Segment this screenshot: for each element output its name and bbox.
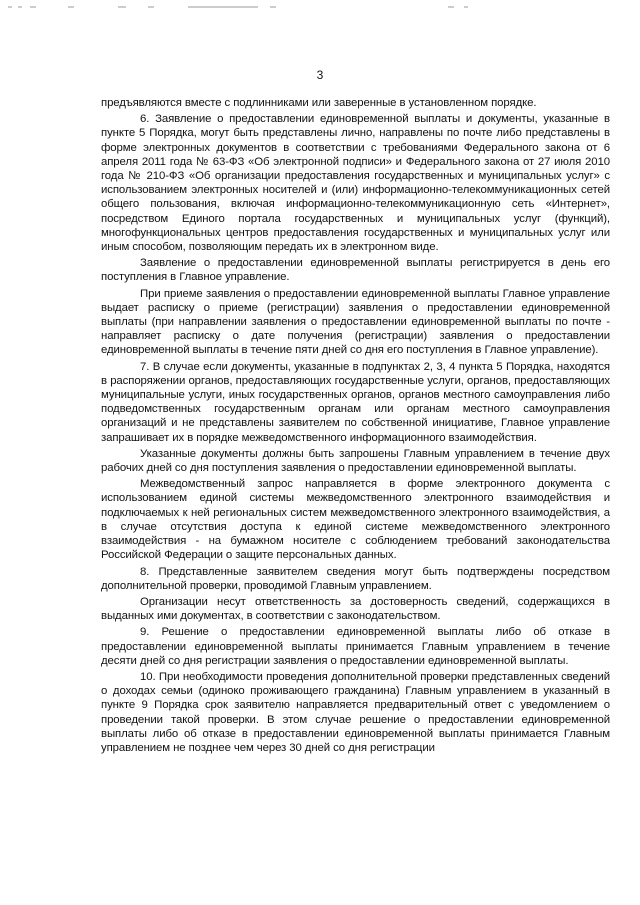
paragraph-receipt: При приеме заявления о предоставлении единовременной выплаты Главное управление выдает расписку о приеме (регистрации) заявления о предоставлении единовременной выплаты (при направлении заявления о предоставлении единовременной выплаты по почте - направляет расписку о дате получения (регистрации) заявления о предоставлении единовременной выплаты в течение пяти дней со дня его поступления в Главное управление).: [101, 287, 610, 357]
paragraph-continuation: предъявляются вместе с подлинниками или заверенные в установленном порядке.: [101, 97, 537, 109]
paragraph-item-6: 6. Заявление о предоставлении единовременной выплаты и документы, указанные в пункте 5 Порядка, могут быть представлены лично, направлены по почте либо представлены в форме электронных документов в соответствии с требованиями Федерального закона от 6 апреля 2011 года № 63-ФЗ «Об электронной подписи» и Федерального закона от 27 июля 2010 года № 210-ФЗ «Об организации предоставления государственных и муниципальных услуг» с использованием электронных носителей и (или) информационно-телекоммуникационных сетей общего пользования, включая информационно-телекоммуникационную сеть «Интернет», посредством Единого портала государственных и муниципальных услуг (функций), многофункциональных центров предоставления государственных и муниципальных услуг или иным способом, позволяющим передать их в электронном виде.: [101, 113, 610, 254]
paragraph-item-7: 7. В случае если документы, указанные в подпунктах 2, 3, 4 пункта 5 Порядка, находятся в распоряжении органов, предоставляющих государственные услуги, органов, предоставляющих муниципальные услуги, иных государственных органов, органов местного самоуправления либо подведомственных государственным органам или органам местного самоуправления организаций и не представлены заявителем по собственной инициативе, Главное управление запрашивает их в порядке межведомственного информационного взаимодействия.: [101, 360, 610, 444]
paragraph-interagency-request: Межведомственный запрос направляется в форме электронного документа с использованием единой системы межведомственного электронного взаимодействия и подключаемых к ней региональных систем межведомственного электронного взаимодействия, а в случае отсутствия доступа к единой системе межведомственного электронного взаимодействия - на бумажном носителе с соблюдением требований законодательства Российской Федерации о защите персональных данных.: [101, 478, 610, 562]
document-body: [101, 96, 610, 757]
paragraph-organizations-responsibility: Организации несут ответственность за достоверность сведений, содержащихся в выданных ими документах, в соответствии с законодательством.: [101, 595, 610, 623]
paragraph-item-10: 10. При необходимости проведения дополнительной проверки представленных сведений о доходах семьи (одиноко проживающего гражданина) Главным управлением в указанный в пункте 9 Порядка срок заявителю направляется предварительный ответ с уведомлением о проведении такой проверки. В этом случае решение о предоставлении единовременной выплаты либо об отказе в предоставлении единовременной выплаты принимается Главным управлением не позднее чем через 30 дней со дня регистрации: [101, 670, 610, 754]
paragraph-item-9: 9. Решение о предоставлении единовременной выплаты либо об отказе в предоставлении единовременной выплаты принимается Главным управлением в течение десяти дней со дня регистрации заявления о предоставлении единовременной выплаты.: [101, 626, 610, 667]
paragraph-item-8: 8. Представленные заявителем сведения могут быть подтверждены посредством дополнительной проверки, проводимой Главным управлением.: [101, 565, 610, 592]
paragraph-request-deadline: Указанные документы должны быть запрошены Главным управлением в течение двух рабочих дней со дня поступления заявления о предоставлении единовременной выплаты.: [101, 447, 610, 475]
paragraph-registration: Заявление о предоставлении единовременной выплаты регистрируется в день его поступления в Главное управление.: [101, 257, 610, 284]
scan-artifact-marks: [8, 4, 488, 10]
page-number: 3: [316, 68, 324, 82]
